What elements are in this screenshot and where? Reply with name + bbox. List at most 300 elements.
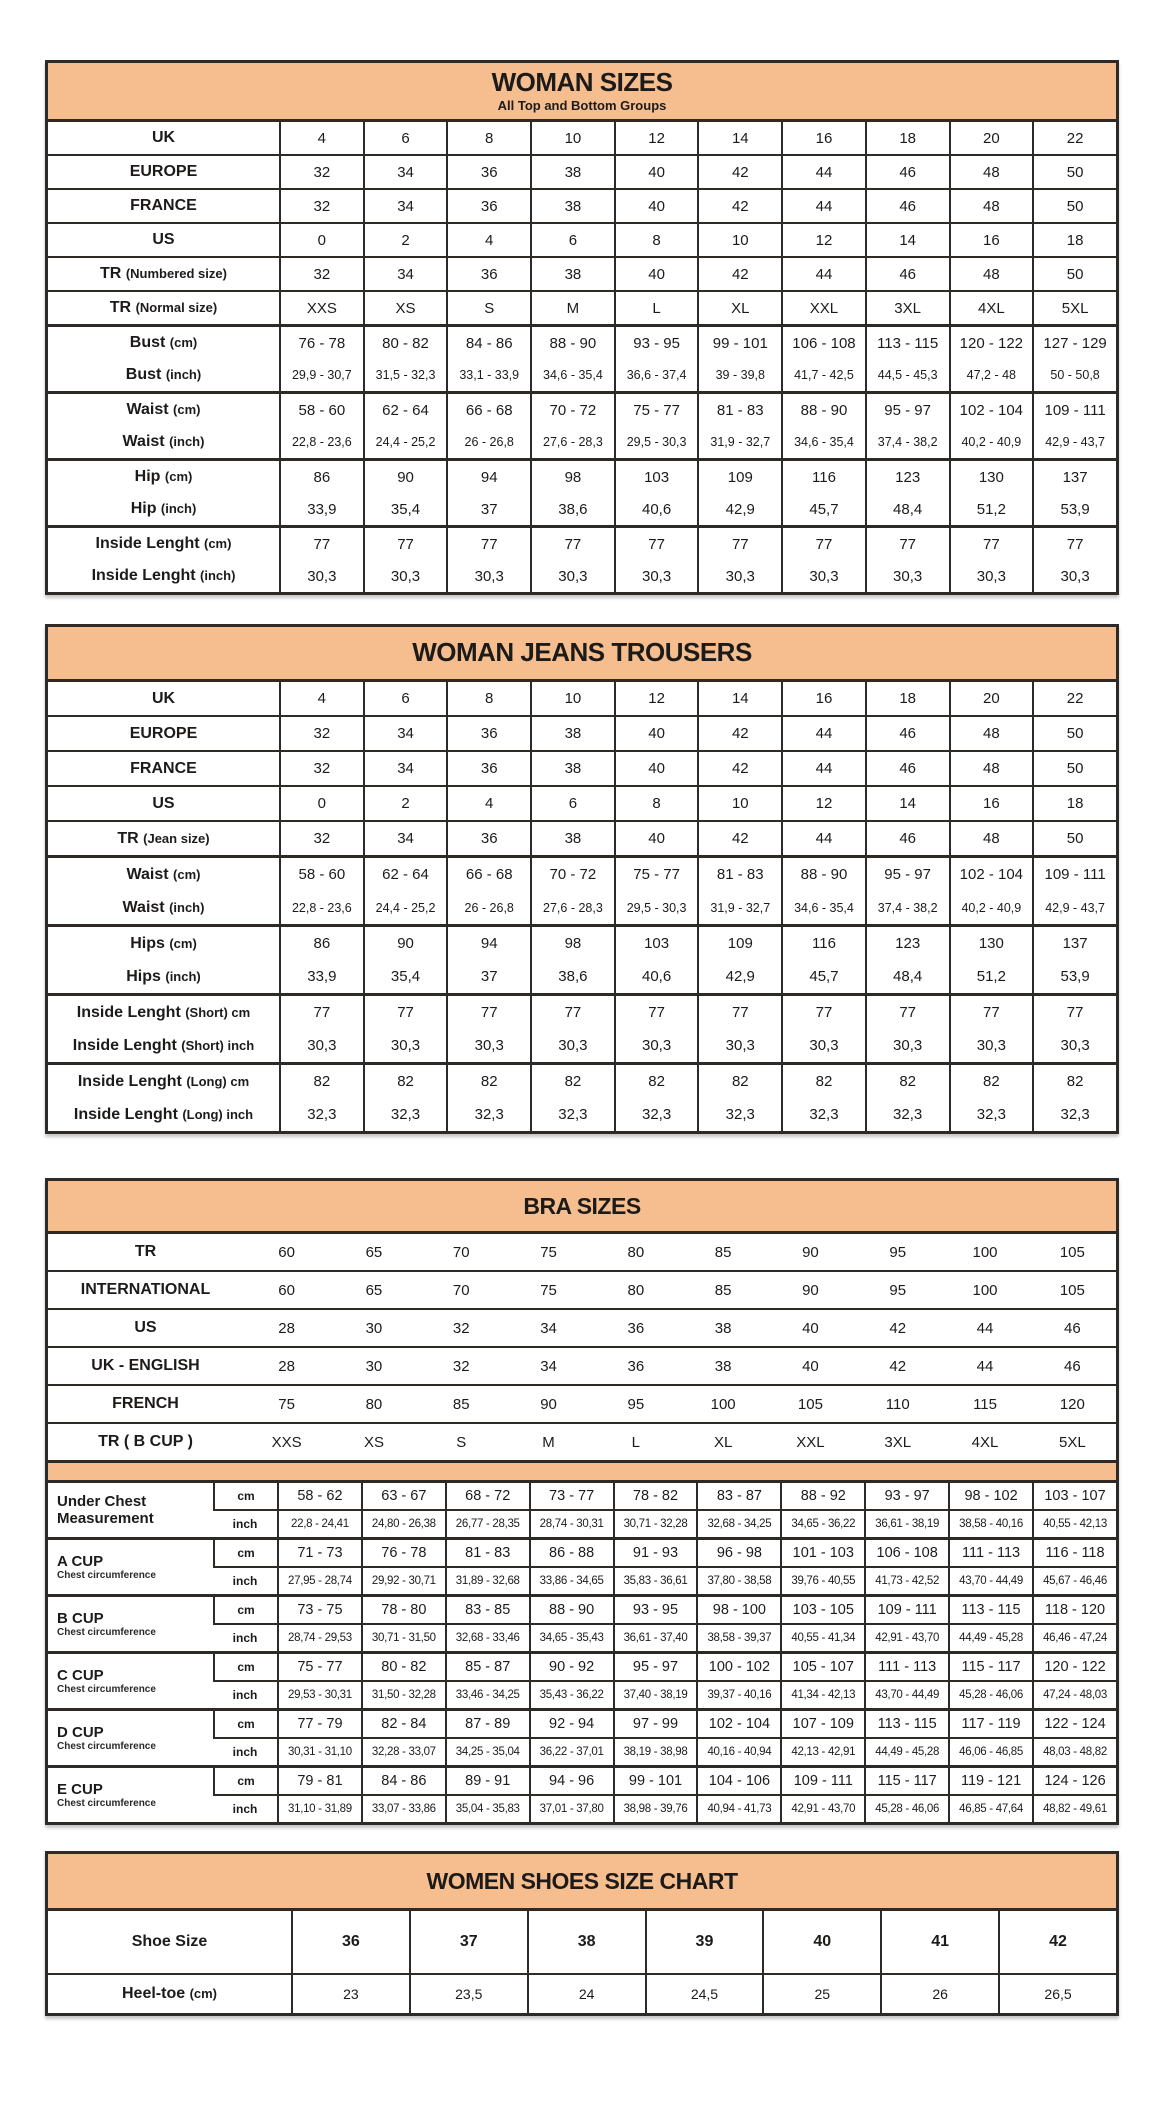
table-cell: 42,91 - 43,70 xyxy=(780,1794,864,1822)
table-cell: 36,61 - 37,40 xyxy=(613,1623,697,1651)
table-cell: 14 xyxy=(697,682,781,715)
row-label: Waist (cm) xyxy=(48,855,279,891)
table-cell: 99 - 101 xyxy=(613,1765,697,1794)
row-label-sub: (cm) xyxy=(173,866,201,882)
woman-sizes-subtitle: All Top and Bottom Groups xyxy=(497,97,667,113)
table-cell: 85 - 87 xyxy=(445,1651,529,1680)
table-cell: 45,67 - 46,46 xyxy=(1032,1566,1116,1594)
table-cell: 26,77 - 28,35 xyxy=(445,1509,529,1537)
row-label: Hip (cm) xyxy=(48,458,279,493)
table-cell: 120 - 122 xyxy=(949,324,1033,359)
table-cell: 92 - 94 xyxy=(529,1708,613,1737)
table-cell: 30,3 xyxy=(781,1029,865,1062)
table-cell: 32 xyxy=(279,750,363,785)
table-cell: 32 xyxy=(279,715,363,750)
table-cell: 51,2 xyxy=(949,960,1033,993)
table-cell: 82 xyxy=(363,1062,447,1098)
row-label-sub: (cm) xyxy=(189,1986,218,2001)
table-cell: 45,28 - 46,06 xyxy=(864,1794,948,1822)
unit-label-cm: cm xyxy=(213,1483,277,1509)
table-cell: 40,2 - 40,9 xyxy=(949,426,1033,458)
cup-name: E CUP xyxy=(57,1780,103,1798)
table-cell: 40,55 - 41,34 xyxy=(780,1623,864,1651)
table-cell: 44 xyxy=(781,750,865,785)
row-label: Waist (inch) xyxy=(122,433,205,450)
table-cell: 42,13 - 42,91 xyxy=(780,1737,864,1765)
table-cell: 103 xyxy=(614,924,698,960)
table-cell: 40,55 - 42,13 xyxy=(1032,1509,1116,1537)
table-cell: 33,46 - 34,25 xyxy=(445,1680,529,1708)
table-cell: 32 xyxy=(279,188,363,222)
row-label: EUROPE xyxy=(48,715,279,750)
table-cell: 29,92 - 30,71 xyxy=(361,1566,445,1594)
table-cell: 43,70 - 44,49 xyxy=(948,1566,1032,1594)
women-shoes-title: WOMEN SHOES SIZE CHART xyxy=(426,1867,738,1894)
table-cell: 85 xyxy=(418,1384,505,1422)
table-cell: 31,9 - 32,7 xyxy=(697,426,781,458)
women-shoes-table-section xyxy=(45,1851,1119,2016)
row-label-sub: (inch) xyxy=(160,501,197,516)
row-label: Waist (cm) xyxy=(48,391,279,426)
table-cell: 32,28 - 33,07 xyxy=(361,1737,445,1765)
table-cell: 106 - 108 xyxy=(781,324,865,359)
table-cell: 58 - 60 xyxy=(279,855,363,891)
row-label-sub: (cm) xyxy=(173,402,201,417)
table-cell: 36 xyxy=(446,715,530,750)
table-cell: 80 xyxy=(627,1243,645,1261)
row-label-sub: (inch) xyxy=(169,899,205,915)
table-cell: 40 xyxy=(614,715,698,750)
table-cell: 68 - 72 xyxy=(445,1483,529,1509)
table-cell: 30,3 xyxy=(781,560,865,592)
row-label: Inside Lenght (cm) xyxy=(48,525,279,560)
table-cell: 104 - 106 xyxy=(696,1765,780,1794)
table-cell: 24,5 xyxy=(645,1973,763,2013)
cup-sub: Chest circumference xyxy=(57,1798,156,1810)
table-cell: 50 xyxy=(1032,256,1116,290)
table-cell: XXS xyxy=(243,1422,330,1460)
table-cell: 30,3 xyxy=(530,560,614,592)
table-cell: 48,4 xyxy=(865,960,949,993)
unit-label-cm: cm xyxy=(213,1708,277,1737)
table-cell: 90 - 92 xyxy=(529,1651,613,1680)
cup-sub: Chest circumference xyxy=(57,1570,156,1582)
table-cell: 89 - 91 xyxy=(445,1765,529,1794)
table-cell: 48 xyxy=(949,750,1033,785)
table-cell: 36 xyxy=(446,820,530,855)
table-cell: 38 xyxy=(530,715,614,750)
table-cell: 82 xyxy=(1032,1062,1116,1098)
table-cell: 44 xyxy=(781,188,865,222)
row-label-sub: (Long) cm xyxy=(186,1073,250,1089)
row-label: Heel-toe (cm) xyxy=(48,1973,291,2013)
row-label-sub: (Long) inch xyxy=(182,1106,254,1122)
table-cell: 40,6 xyxy=(614,493,698,525)
table-cell: 111 - 113 xyxy=(864,1651,948,1680)
table-cell: 42,91 - 43,70 xyxy=(864,1623,948,1651)
table-cell: 38,98 - 39,76 xyxy=(613,1794,697,1822)
table-cell: 88 - 90 xyxy=(781,391,865,426)
size-chart-document xyxy=(0,60,1164,2016)
table-cell: 41,7 - 42,5 xyxy=(781,359,865,391)
table-cell: 70 - 72 xyxy=(530,855,614,891)
table-cell: 73 - 75 xyxy=(277,1594,361,1623)
table-cell: 96 - 98 xyxy=(696,1537,780,1566)
table-cell: 36,6 - 37,4 xyxy=(614,359,698,391)
table-cell: 88 - 90 xyxy=(529,1594,613,1623)
table-cell: 77 xyxy=(446,525,530,560)
row-label: Bust (cm) xyxy=(48,324,279,359)
table-cell: 109 - 111 xyxy=(780,1765,864,1794)
table-cell: 95 xyxy=(592,1384,679,1422)
row-label: Hips (inch) xyxy=(126,967,201,985)
table-cell: 45,28 - 46,06 xyxy=(948,1680,1032,1708)
woman-sizes-table xyxy=(48,122,1116,592)
table-row xyxy=(48,1062,1116,1098)
cup-name: A CUP xyxy=(57,1552,104,1570)
table-cell: 46 xyxy=(1029,1308,1116,1346)
table-cell: 99 - 101 xyxy=(697,324,781,359)
table-cell: XXL xyxy=(781,290,865,324)
table-cell: 102 - 104 xyxy=(949,391,1033,426)
women-shoes-table xyxy=(48,1911,1116,2013)
table-cell: 32 xyxy=(279,256,363,290)
table-cell: 48,82 - 49,61 xyxy=(1032,1794,1116,1822)
table-cell: 38 xyxy=(530,256,614,290)
table-cell: 82 xyxy=(949,1062,1033,1098)
table-cell: 42 xyxy=(697,256,781,290)
cup-group-label xyxy=(48,1708,213,1765)
table-cell: 30,3 xyxy=(865,1029,949,1062)
table-cell: 103 - 107 xyxy=(1032,1483,1116,1509)
table-cell: 34 xyxy=(505,1308,592,1346)
table-row xyxy=(48,391,1116,426)
table-cell: 46,85 - 47,64 xyxy=(948,1794,1032,1822)
woman-sizes-title: WOMAN SIZES xyxy=(491,67,673,98)
table-cell: 50 xyxy=(1032,154,1116,188)
row-label-sub: (Jean size) xyxy=(143,830,210,846)
table-cell: 79 - 81 xyxy=(277,1765,361,1794)
table-cell: 50 - 50,8 xyxy=(1032,359,1116,391)
table-cell: 48,03 - 48,82 xyxy=(1032,1737,1116,1765)
table-row xyxy=(48,154,1116,188)
table-cell: 75 - 77 xyxy=(277,1651,361,1680)
table-row xyxy=(48,891,1116,924)
row-label: Inside Lenght (Long) inch xyxy=(73,1105,254,1123)
table-row xyxy=(48,426,1116,458)
table-cell: 35,4 xyxy=(363,960,447,993)
table-cell: 81 - 83 xyxy=(697,855,781,891)
table-cell: 70 xyxy=(452,1243,470,1261)
table-cell: 113 - 115 xyxy=(948,1594,1032,1623)
table-cell: 40,2 - 40,9 xyxy=(949,891,1033,924)
row-label-sub: (cm) xyxy=(204,536,232,551)
table-cell: 44 xyxy=(781,256,865,290)
table-cell: 95 xyxy=(854,1270,941,1308)
table-cell: 94 xyxy=(446,458,530,493)
table-cell: 48 xyxy=(949,256,1033,290)
table-cell: 81 - 83 xyxy=(697,391,781,426)
table-row xyxy=(48,1308,1116,1346)
table-cell: 98 xyxy=(530,924,614,960)
table-cell: 30,3 xyxy=(949,1029,1033,1062)
table-cell: 122 - 124 xyxy=(1032,1708,1116,1737)
table-cell: 38 xyxy=(679,1346,766,1384)
table-row xyxy=(48,750,1116,785)
cup-row-cm xyxy=(48,1765,1116,1794)
table-cell: 28,74 - 30,31 xyxy=(529,1509,613,1537)
table-cell: 37,80 - 38,58 xyxy=(696,1566,780,1594)
table-cell: L xyxy=(592,1422,679,1460)
table-cell: 39 - 39,8 xyxy=(697,359,781,391)
table-cell: 88 - 90 xyxy=(781,855,865,891)
table-cell: 65 xyxy=(365,1243,383,1261)
table-cell: 30,3 xyxy=(614,1029,698,1062)
cup-sub: Chest circumference xyxy=(57,1627,156,1639)
table-cell: 30,3 xyxy=(697,560,781,592)
row-label: TR xyxy=(134,1243,157,1260)
table-cell: 46 xyxy=(865,715,949,750)
table-cell: 77 xyxy=(1032,993,1116,1029)
table-cell: XS xyxy=(330,1422,417,1460)
table-cell: 26 xyxy=(880,1973,998,2013)
table-cell: 16 xyxy=(781,682,865,715)
table-cell: 82 xyxy=(865,1062,949,1098)
table-cell: 30 xyxy=(330,1346,417,1384)
table-cell: 32,3 xyxy=(781,1098,865,1131)
table-cell: 38,19 - 38,98 xyxy=(613,1737,697,1765)
cup-group-label xyxy=(48,1651,213,1708)
table-cell: 42,9 - 43,7 xyxy=(1032,426,1116,458)
table-cell: 88 - 90 xyxy=(530,324,614,359)
table-cell: 38,6 xyxy=(530,960,614,993)
table-cell: 34 xyxy=(363,820,447,855)
table-row xyxy=(48,188,1116,222)
table-cell: 119 - 121 xyxy=(948,1765,1032,1794)
table-cell: 32,3 xyxy=(614,1098,698,1131)
cup-group-label xyxy=(48,1765,213,1822)
table-cell: 31,10 - 31,89 xyxy=(277,1794,361,1822)
table-row xyxy=(48,682,1116,715)
table-cell: 93 - 95 xyxy=(614,324,698,359)
bra-sizes-header-bar xyxy=(48,1181,1116,1234)
table-cell: 30,3 xyxy=(363,560,447,592)
table-cell: 34 xyxy=(363,188,447,222)
table-cell: 82 xyxy=(781,1062,865,1098)
cup-group-label xyxy=(48,1594,213,1651)
table-row xyxy=(48,924,1116,960)
table-cell: 40 xyxy=(614,750,698,785)
table-cell: 123 xyxy=(865,458,949,493)
table-cell: 2 xyxy=(363,222,447,256)
table-cell: 34 xyxy=(505,1346,592,1384)
table-cell: 40,94 - 41,73 xyxy=(696,1794,780,1822)
table-cell: 42 xyxy=(697,750,781,785)
table-row xyxy=(48,290,1116,324)
table-row xyxy=(48,256,1116,290)
woman-jeans-title: WOMAN JEANS TROUSERS xyxy=(412,637,752,668)
table-cell: 29,9 - 30,7 xyxy=(279,359,363,391)
table-cell: 12 xyxy=(781,222,865,256)
table-cell: 27,6 - 28,3 xyxy=(530,426,614,458)
row-label-sub: (inch) xyxy=(200,568,236,583)
table-cell: 38 xyxy=(530,154,614,188)
table-cell: 42 xyxy=(697,820,781,855)
table-cell: 39 xyxy=(645,1911,763,1973)
table-cell: 86 xyxy=(279,924,363,960)
table-cell: 44 xyxy=(941,1308,1028,1346)
table-cell: 18 xyxy=(1032,785,1116,820)
table-cell: 23 xyxy=(291,1973,409,2013)
table-cell: 22 xyxy=(1032,122,1116,154)
row-label: US xyxy=(48,785,279,820)
table-cell: 4 xyxy=(279,122,363,154)
table-row xyxy=(48,1029,1116,1062)
table-cell: 110 xyxy=(854,1384,941,1422)
table-cell: 6 xyxy=(530,785,614,820)
table-cell: 4 xyxy=(446,222,530,256)
table-cell: 118 - 120 xyxy=(1032,1594,1116,1623)
table-cell: 38 xyxy=(527,1911,645,1973)
table-cell: 4XL xyxy=(949,290,1033,324)
row-label: Inside Lenght (Long) cm xyxy=(48,1062,279,1098)
table-cell: 137 xyxy=(1032,924,1116,960)
table-cell: 38,58 - 40,16 xyxy=(948,1509,1032,1537)
table-cell: 31,50 - 32,28 xyxy=(361,1680,445,1708)
table-cell: 4 xyxy=(279,682,363,715)
table-cell: 41 xyxy=(880,1911,998,1973)
table-cell: 105 xyxy=(767,1384,854,1422)
row-label: TR (Normal size) xyxy=(48,290,279,324)
row-label: Waist (inch) xyxy=(122,898,205,916)
table-cell: 8 xyxy=(614,222,698,256)
table-cell: 81 - 83 xyxy=(445,1537,529,1566)
row-label: US xyxy=(48,1308,243,1346)
table-cell: 38 xyxy=(679,1308,766,1346)
row-label-sub: (Short) inch xyxy=(181,1037,255,1053)
row-label-sub: (inch) xyxy=(165,968,201,984)
table-cell: 78 - 80 xyxy=(361,1594,445,1623)
unit-label-inch: inch xyxy=(213,1566,277,1594)
table-cell: 35,04 - 35,83 xyxy=(445,1794,529,1822)
row-label: Bust (inch) xyxy=(125,366,202,383)
table-row xyxy=(48,855,1116,891)
table-cell: 87 - 89 xyxy=(445,1708,529,1737)
row-label-sub: (Normal size) xyxy=(135,300,218,315)
table-cell: 36 xyxy=(446,154,530,188)
table-cell: 30,3 xyxy=(279,560,363,592)
table-cell: 24,4 - 25,2 xyxy=(363,426,447,458)
table-row xyxy=(48,960,1116,993)
table-cell: 120 xyxy=(1029,1384,1116,1422)
table-cell: S xyxy=(418,1422,505,1460)
cup-name: C CUP xyxy=(57,1666,104,1684)
table-cell: 60 xyxy=(243,1270,330,1308)
woman-sizes-table-section xyxy=(45,60,1119,595)
table-cell: 37 xyxy=(446,493,530,525)
table-cell: 50 xyxy=(1032,750,1116,785)
row-label: Inside Lenght (Short) cm xyxy=(48,993,279,1029)
table-cell: 36 xyxy=(446,750,530,785)
table-cell: 14 xyxy=(697,122,781,154)
table-cell: 6 xyxy=(530,222,614,256)
table-cell: 41,34 - 42,13 xyxy=(780,1680,864,1708)
cup-sub: Chest circumference xyxy=(57,1684,156,1696)
table-cell: 84 - 86 xyxy=(361,1765,445,1794)
table-cell: 98 - 100 xyxy=(696,1594,780,1623)
table-cell: 80 xyxy=(330,1384,417,1422)
woman-sizes-header-bar xyxy=(48,63,1116,122)
table-cell: 48,4 xyxy=(865,493,949,525)
table-cell: 34 xyxy=(363,154,447,188)
table-row xyxy=(48,1973,1116,2013)
table-cell: 95 - 97 xyxy=(865,855,949,891)
table-cell: 53,9 xyxy=(1032,960,1116,993)
table-cell: 109 - 111 xyxy=(864,1594,948,1623)
table-cell: 77 xyxy=(697,993,781,1029)
table-cell: 62 - 64 xyxy=(363,855,447,891)
table-cell: M xyxy=(505,1422,592,1460)
table-cell: 77 - 79 xyxy=(277,1708,361,1737)
table-cell: 40 xyxy=(614,154,698,188)
table-cell: 77 xyxy=(446,993,530,1029)
table-cell: 10 xyxy=(530,682,614,715)
row-label: Inside Lenght (Short) inch xyxy=(72,1036,255,1054)
table-cell: 100 xyxy=(679,1384,766,1422)
table-cell: 107 - 109 xyxy=(780,1708,864,1737)
table-cell: 45,7 xyxy=(781,493,865,525)
table-cell: 86 - 88 xyxy=(529,1537,613,1566)
table-cell: 70 - 72 xyxy=(530,391,614,426)
table-cell: 30,3 xyxy=(865,560,949,592)
row-label: INTERNATIONAL xyxy=(48,1270,243,1308)
table-cell: 40,6 xyxy=(614,960,698,993)
table-cell: 5XL xyxy=(1032,290,1116,324)
table-cell: 75 xyxy=(243,1384,330,1422)
table-cell: 102 - 104 xyxy=(949,855,1033,891)
table-row xyxy=(48,1270,1116,1308)
table-cell: 109 - 111 xyxy=(1032,855,1116,891)
table-cell: 98 - 102 xyxy=(948,1483,1032,1509)
table-cell: 30,3 xyxy=(614,560,698,592)
table-cell: 46 xyxy=(865,820,949,855)
table-cell: 32,68 - 33,46 xyxy=(445,1623,529,1651)
table-cell: 24,80 - 26,38 xyxy=(361,1509,445,1537)
unit-label-inch: inch xyxy=(213,1680,277,1708)
row-label: TR ( B CUP ) xyxy=(48,1422,243,1460)
table-cell: 94 - 96 xyxy=(529,1765,613,1794)
table-cell: S xyxy=(446,290,530,324)
table-row xyxy=(48,222,1116,256)
table-cell: 33,86 - 34,65 xyxy=(529,1566,613,1594)
table-cell: 113 - 115 xyxy=(865,324,949,359)
row-label: FRANCE xyxy=(48,188,279,222)
row-label-sub: (cm) xyxy=(164,469,193,484)
table-cell: 34,25 - 35,04 xyxy=(445,1737,529,1765)
table-cell: 34 xyxy=(363,256,447,290)
unit-label-cm: cm xyxy=(213,1765,277,1794)
table-cell: 48 xyxy=(949,715,1033,750)
table-cell: 37,4 - 38,2 xyxy=(865,891,949,924)
table-cell: 4 xyxy=(446,785,530,820)
table-cell: 51,2 xyxy=(949,493,1033,525)
table-cell: 29,53 - 30,31 xyxy=(277,1680,361,1708)
table-cell: 34 xyxy=(363,715,447,750)
table-cell: 10 xyxy=(530,122,614,154)
table-cell: 45,7 xyxy=(781,960,865,993)
table-cell: 2 xyxy=(363,785,447,820)
table-cell: 36 xyxy=(291,1911,409,1973)
